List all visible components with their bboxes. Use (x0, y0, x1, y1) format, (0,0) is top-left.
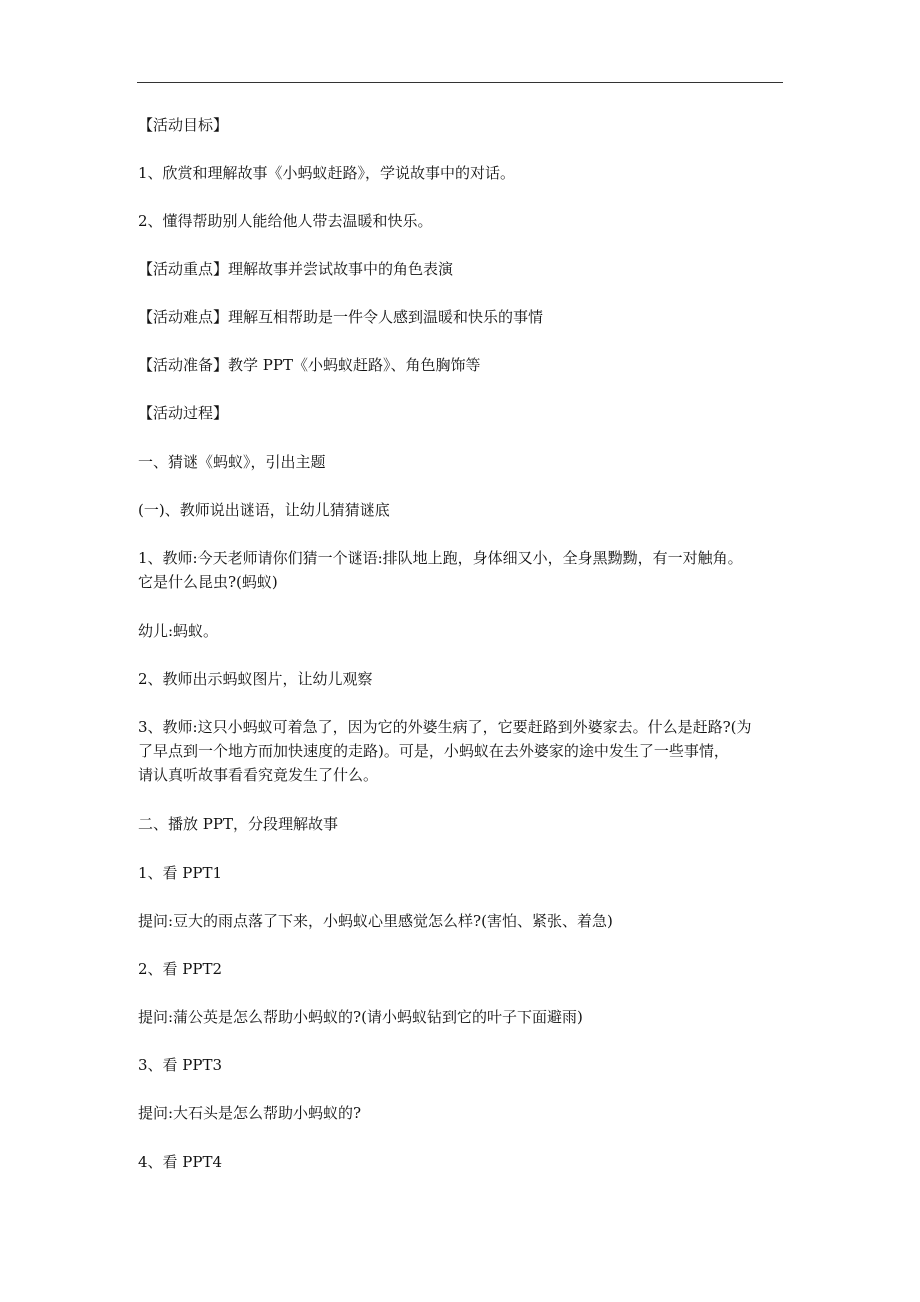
goal-item-1: 1、欣赏和理解故事《小蚂蚁赶路》，学说故事中的对话。 (138, 164, 516, 182)
ppt4-heading: 4、看 PPT4 (138, 1153, 223, 1171)
riddle-paragraph: 1、教师:今天老师请你们猜一个谜语:排队地上跑，身体细又小，全身黑黝黝，有一对触角。 它是什么昆虫?(蚂蚁) (138, 549, 743, 591)
header-rule (137, 82, 783, 83)
ppt1-heading: 1、看 PPT1 (138, 864, 223, 882)
ppt2-question: 提问:蒲公英是怎么帮助小蚂蚁的?(请小蚂蚁钻到它的叶子下面避雨) (138, 1008, 583, 1026)
ppt2-heading: 2、看 PPT2 (138, 960, 223, 978)
section-heading-goals: 【活动目标】 (138, 116, 229, 134)
show-picture: 2、教师出示蚂蚁图片，让幼儿观察 (138, 670, 373, 688)
preparation: 【活动准备】教学 PPT《小蚂蚁赶路》、角色胸饰等 (138, 356, 481, 374)
ppt3-question: 提问:大石头是怎么帮助小蚂蚁的? (138, 1104, 362, 1122)
goal-item-2: 2、懂得帮助别人能给他人带去温暖和快乐。 (138, 212, 433, 230)
step-two-heading: 二、播放 PPT，分段理解故事 (138, 815, 338, 833)
child-answer: 幼儿:蚂蚁。 (138, 622, 219, 640)
key-point: 【活动重点】理解故事并尝试故事中的角色表演 (138, 260, 454, 278)
teacher-story-intro: 3、教师:这只小蚂蚁可着急了，因为它的外婆生病了，它要赶路到外婆家去。什么是赶路?(为 了早点到一个地方而加快速度的走路)。可是，小蚂蚁在去外婆家的途中发生了一些事情， 请认真听故事看看究竟发生了什么。 (138, 718, 752, 784)
step-one-sub: (一)、教师说出谜语，让幼儿猜猜谜底 (138, 501, 390, 519)
section-heading-process: 【活动过程】 (138, 404, 229, 422)
step-one-heading: 一、猜谜《蚂蚁》，引出主题 (138, 453, 326, 471)
difficult-point: 【活动难点】理解互相帮助是一件令人感到温暖和快乐的事情 (138, 308, 544, 326)
ppt3-heading: 3、看 PPT3 (138, 1056, 223, 1074)
ppt1-question: 提问:豆大的雨点落了下来，小蚂蚁心里感觉怎么样?(害怕、紧张、着急) (138, 912, 613, 930)
